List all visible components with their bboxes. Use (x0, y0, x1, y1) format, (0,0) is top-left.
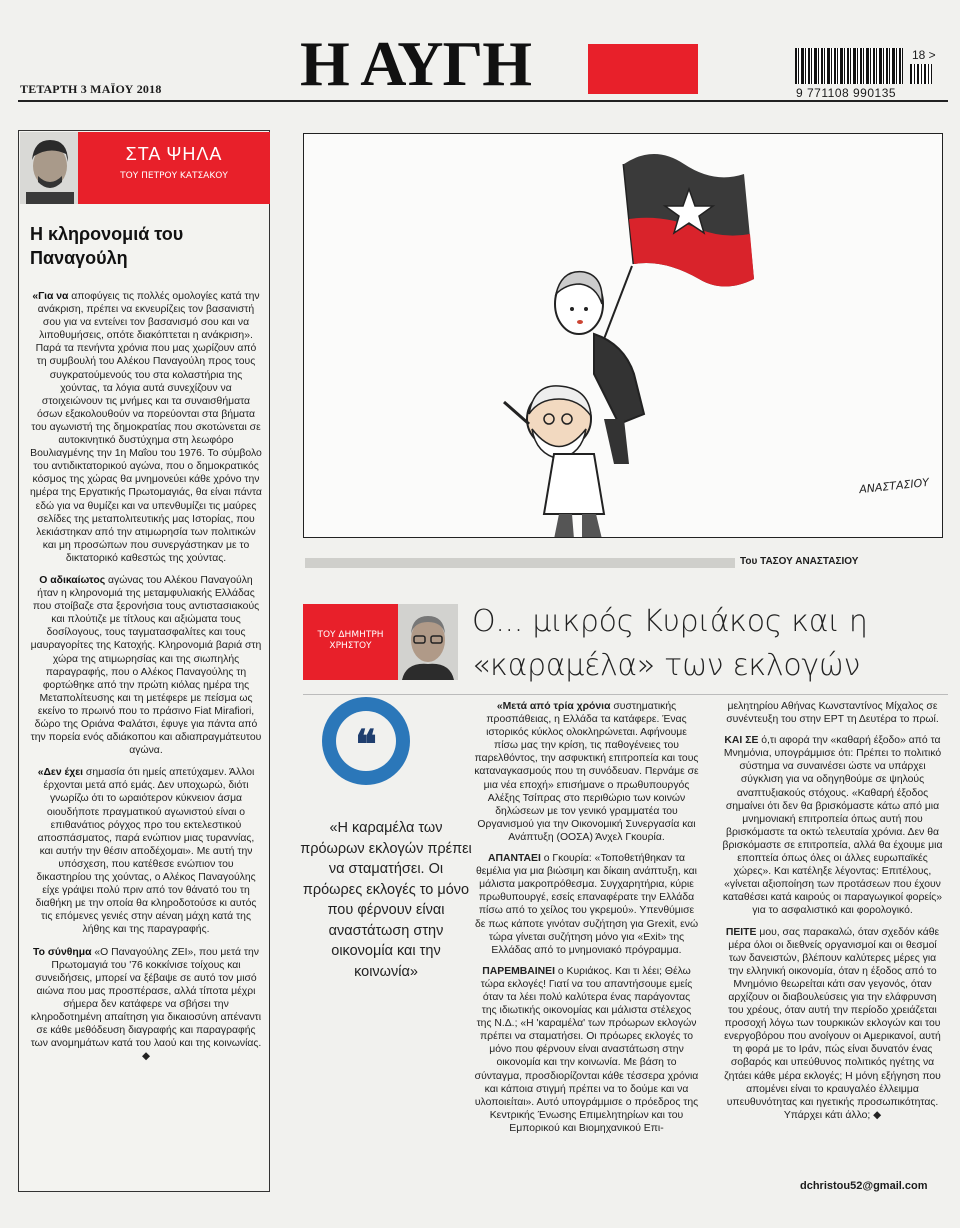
column-paragraph: «Για να αποφύγεις τις πολλές ομολογίες κατά την ανάκριση, πρέπει να εκνευρίζεις τον βασανιστή σου για να εντείνει τον βασανισμό σου και να λιποθυμήσεις, οπότε διακόπτεται η ανάκριση». Παρά τα πενήντα χρόνια που μας χωρίζουν από τη συμβουλή του Αλέκου Παναγούλη προς τους συγκρατούμενούς του στα κολαστήρια της χούντας, τα λόγια αυτά συνεχίζουν να στοιχειώνουν τις μνήμες και τα συναισθήματα όσων εξακολουθούν να πορεύονται στα βήματα του αγωνιστή της δημοκρατίας που σκοτώνεται σε αυτοκινητικό δυστύχημα στη λεωφόρο Βουλιαγμένης την 1η Μαΐου του 1976. Το σύμβολο του αντιδικτατορικού αγώνα, που ο δημοκρατικός κόσμος της χώρας θα μνημονεύει κάθε χρόνο την ημέρα της Εργατικής Πρωτομαγιάς, θα είναι πάντα εδώ για να θυμίζει και να υπενθυμίζει τις μαύρες σελίδες της μεταπολιτευτικής μας Ιστορίας, που λεκιάστηκαν από την ατιμωρησία των πολιτικών και μη προσώπων που συνεργάστηκαν με το δικτατορικό καθεστώς της χούντας. (30, 291, 262, 564)
pull-quote: «Η καραμέλα των πρόωρων εκλογών πρέπει να σταματήσει. Οι πρόωρες εκλογές το μόνο που φέρνουν είναι αναστάτωση στην οικονομία και την κοινωνία» (300, 820, 472, 980)
article-column-2 (720, 700, 945, 1160)
barcode-issue-number: 18 > (912, 48, 936, 62)
masthead-rule (18, 100, 948, 102)
masthead-red-block (588, 44, 698, 94)
barcode-addon (910, 64, 932, 84)
article-author: ΤΟΥ ΔΗΜΗΤΡΗ ΧΡΗΣΤΟΥ (303, 604, 398, 680)
cartoon (303, 133, 943, 538)
column-paragraph: Το σύνθημα «Ο Παναγούλης ΖΕΙ», που μετά την Πρωτομαγιά του '76 κοκκίνισε τοίχους και συνειδήσεις, μπορεί να ξέβαψε σε αυτό τον μισό αιώνα που μας προσπέρασε, αλλά τίποτα μέχρι σήμερα δεν κατάφερε να σβήσει την κληροδοτημένη απαίτηση για δικαιοσύνη απέναντι σε κάθε μεθόδευση διαγραφής και παραγραφής των ανομημάτων κατά του λαού και της κοινωνίας. ◆ (30, 946, 262, 1063)
article-title: Ο... μικρός Κυριάκος και η «καραμέλα» των εκλογών (472, 604, 868, 683)
column-author: ΤΟΥ ΠΕΤΡΟΥ ΚΑΤΣΑΚΟΥ (120, 171, 228, 181)
article-paragraph: ΑΠΑΝΤΑΕΙ ο Γκουρία: «Τοποθετήθηκαν τα θεμέλια για μια βιώσιμη και δίκαιη ανάπτυξη, και μάλιστα μακροπρόθεσμα. Συγχαρητήρια, κύριε πρωθυπουργέ, εσείς επαναφέρατε την Ελλάδα πίσω από το χείλος του γκρεμού». Υπενθύμισε δε πως κάποτε γινόταν συζήτηση για Grexit, ενώ τώρα γίνεται συζήτηση μόνο για «Exit» της Ελλάδας από το μνημονιακό πρόγραμμα. (474, 853, 699, 956)
column-paragraph: Ο αδικαίωτος αγώνας του Αλέκου Παναγούλη ήταν η κληρονομιά της μεταμφυλιακής Ελλάδας που στοίβαζε στα ξερονήσια τους αντιστασιακούς και πλούτιζε με τίτλους και αξιώματα τους δοσίλογους, τους ταγματασφαλίτες και τους μαυραγορίτες της Κατοχής. Κληρονομιά βαριά στη χώρα της ατιμωρησίας και της σιωπηλής παραγραφής, που ο Αλέκος Παναγούλης τη φορτώθηκε από την πρώτη κιόλας ημέρα της Μεταπολίτευσης και τη μετέφερε με πείσμα ως εκείνο το πρωινό που το πράσινο Fiat Mirafiori, δώρο της Οριάνα Φαλάτσι, έφυγε για πάντα από την πορεία ενός αδιάκοπου και αδιαπραγμάτευτου αγώνα. (30, 574, 262, 757)
column-paragraph: «Δεν έχει σημασία ότι ημείς απετύχαμεν. Άλλοι έρχονται μετά από εμάς. Δεν υποχωρώ, διότι γνωρίζω ότι το ωραιότερον κύκνειον άσμα οιουδήποτε πραγματικού αγωνιστού είναι ο επιθανάτιος ρόγχος προ του εκτελεστικού αποσπάσματος, παρά ενώπιον μιας τυραννίας, και αυτήν την θέσιν αποδέχομαι». Με αυτή την υπόσχεση, που κατέθεσε ενώπιον του δικαστηρίου της χούντας, ο Αλέκος Παναγούλης είχε γράψει πολύ πριν από τον θάνατό του τη διαθήκη με την οποία θα κληροδοτούσε κι αυτός τις επόμενες γενιές στην αέναη μάχη κατά της λήθης και της παραγραφής. (35, 767, 257, 936)
column-body (30, 290, 262, 1072)
quote-icon (322, 697, 410, 785)
barcode (795, 48, 903, 84)
barcode-number: 9 771108 990135 (796, 86, 897, 100)
columnist-photo (20, 132, 78, 204)
article-paragraph: ΠΕΙΤΕ μου, σας παρακαλώ, όταν σχεδόν κάθε μέρα όλοι οι διεθνείς οργανισμοί και οι θεσμοί των δανειστών, βλέπουν καλύτερες μέρες για την ελληνική οικονομία, όταν η έξοδος από το Μνημόνιο θεωρείται κάτι σαν γεγονός, όταν αρχίζουν οι διαβουλεύσεις για την ελάφρυνση του χρέους, όταν αυτή την περίοδο χρειάζεται προσοχή λόγω των τουρκικών εκλογών και του ενεργοβόρου που ανοίγουν οι Αμερικανοί, αυτή τη φορά με το Ιράν, πώς είναι δυνατόν ένας σοβαρός και υπεύθυνος πολιτικός ηγέτης να ζητάει κάθε μέρα εκλογές; Η μόνη εξήγηση που απομένει είναι το κραυγαλέο έλλειμμα υπευθυνότητας και ηγετικής προσωπικότητας. Υπάρχει κάτι άλλο; ◆ (724, 926, 941, 1121)
article-author-photo (398, 604, 458, 680)
article-paragraph: ΠΑΡΕΜΒΑΙΝΕΙ ο Κυριάκος. Και τι λέει; Θέλω τώρα εκλογές! Γιατί να του απαντήσουμε εμείς όταν τα λέει πολύ καλύτερα ένας παράγοντας της ιδιωτικής οικονομίας και μάλιστα στέλεχος της Ν.Δ.; «Η 'καραμέλα' των πρόωρων εκλογών πρέπει να σταματήσει. Οι πρόωρες εκλογές το μόνο που φέρνουν είναι αναστάτωση στην οικονομία και την κοινωνία. Με βάση το σύνταγμα, προσδιορίζονται κάθε τέσσερα χρόνια και κάποια στιγμή πρέπει να το δούμε και να υλοποιείται». Αυτό υπογράμμισε ο πρόεδρος της Κεντρικής Ένωσης Επιμελητηρίων και του Εμπορικού και Βιομηχανικού Επι- (474, 965, 699, 1134)
column-header (78, 132, 270, 204)
cartoon-credit: Του ΤΑΣΟΥ ΑΝΑΣΤΑΣΙΟΥ (740, 556, 859, 567)
cartoon-signature: ΑΝΑΣΤΑΣΙΟΥ (858, 475, 930, 497)
article-paragraph: ΚΑΙ ΣΕ ό,τι αφορά την «καθαρή έξοδο» από τα Μνημόνια, υπογράμμισε ότι: Πρέπει το πολιτικό σύστημα να συναινέσει ώστε να υπάρχει σύγκλιση για να οδηγηθούμε σε ψηλούς αναπτυξιακούς στόχους. «Καθαρή έξοδος σημαίνει ότι δεν θα βρισκόμαστε κάτω από μια μνημονιακή επιτροπεία όπως αυτή που βρισκόμαστε τα οκτώ τελευταία χρόνια. Δεν θα βρισκόμαστε σε επιτροπεία, αλλά θα έχουμε μια εποπτεία όπως όλες οι άλλες ευρωπαϊκές χώρες». Και κατέληξε λέγοντας: Επιτέλους, «γίνεται αξιοποίηση των προτάσεων που έχουν καταθέσει κατά καιρούς οι παραγωγικοί φορείς» για το ασφαλιστικό και φορολογικό. (722, 735, 943, 917)
article-rule (303, 694, 948, 695)
author-email[interactable]: dchristou52@gmail.com (800, 1180, 928, 1192)
column-name: ΣΤΑ ΨΗΛΑ (125, 144, 223, 164)
credit-rule (305, 558, 735, 568)
column-title: Η κληρονομιά του Παναγούλη (30, 224, 184, 268)
article-column-1 (474, 700, 699, 1190)
article-paragraph: «Μετά από τρία χρόνια συστηματικής προσπάθειας, η Ελλάδα τα κατάφερε. Ένας ιστορικός κύκλος ολοκληρώνεται. Αφήνουμε πίσω μας την κρίση, τις παθογένειες του παρελθόντος, την ασφυκτική επιτροπεία και τους καταναγκασμούς που τη συνόδευαν. Περνάμε σε μια νέα εποχή» επισήμανε ο πρωθυπουργός Αλέξης Τσίπρας στο περιθώριο των κοινών δηλώσεων με τον γενικό γραμματέα του Οργανισμού για την Οικονομική Συνεργασία και Ανάπτυξη (ΟΟΣΑ) Άνχελ Γκουρία. (474, 701, 699, 843)
newspaper-title: Η ΑΥΓΗ (300, 28, 531, 99)
article-paragraph: μελητηρίου Αθήνας Κωνσταντίνος Μίχαλος σε συνέντευξη του στην ΕΡΤ τη Δευτέρα το πρωί. (726, 701, 939, 726)
quote-mark: ❝ (355, 721, 377, 768)
issue-date: ΤΕΤΑΡΤΗ 3 ΜΑΪΟΥ 2018 (20, 82, 162, 96)
